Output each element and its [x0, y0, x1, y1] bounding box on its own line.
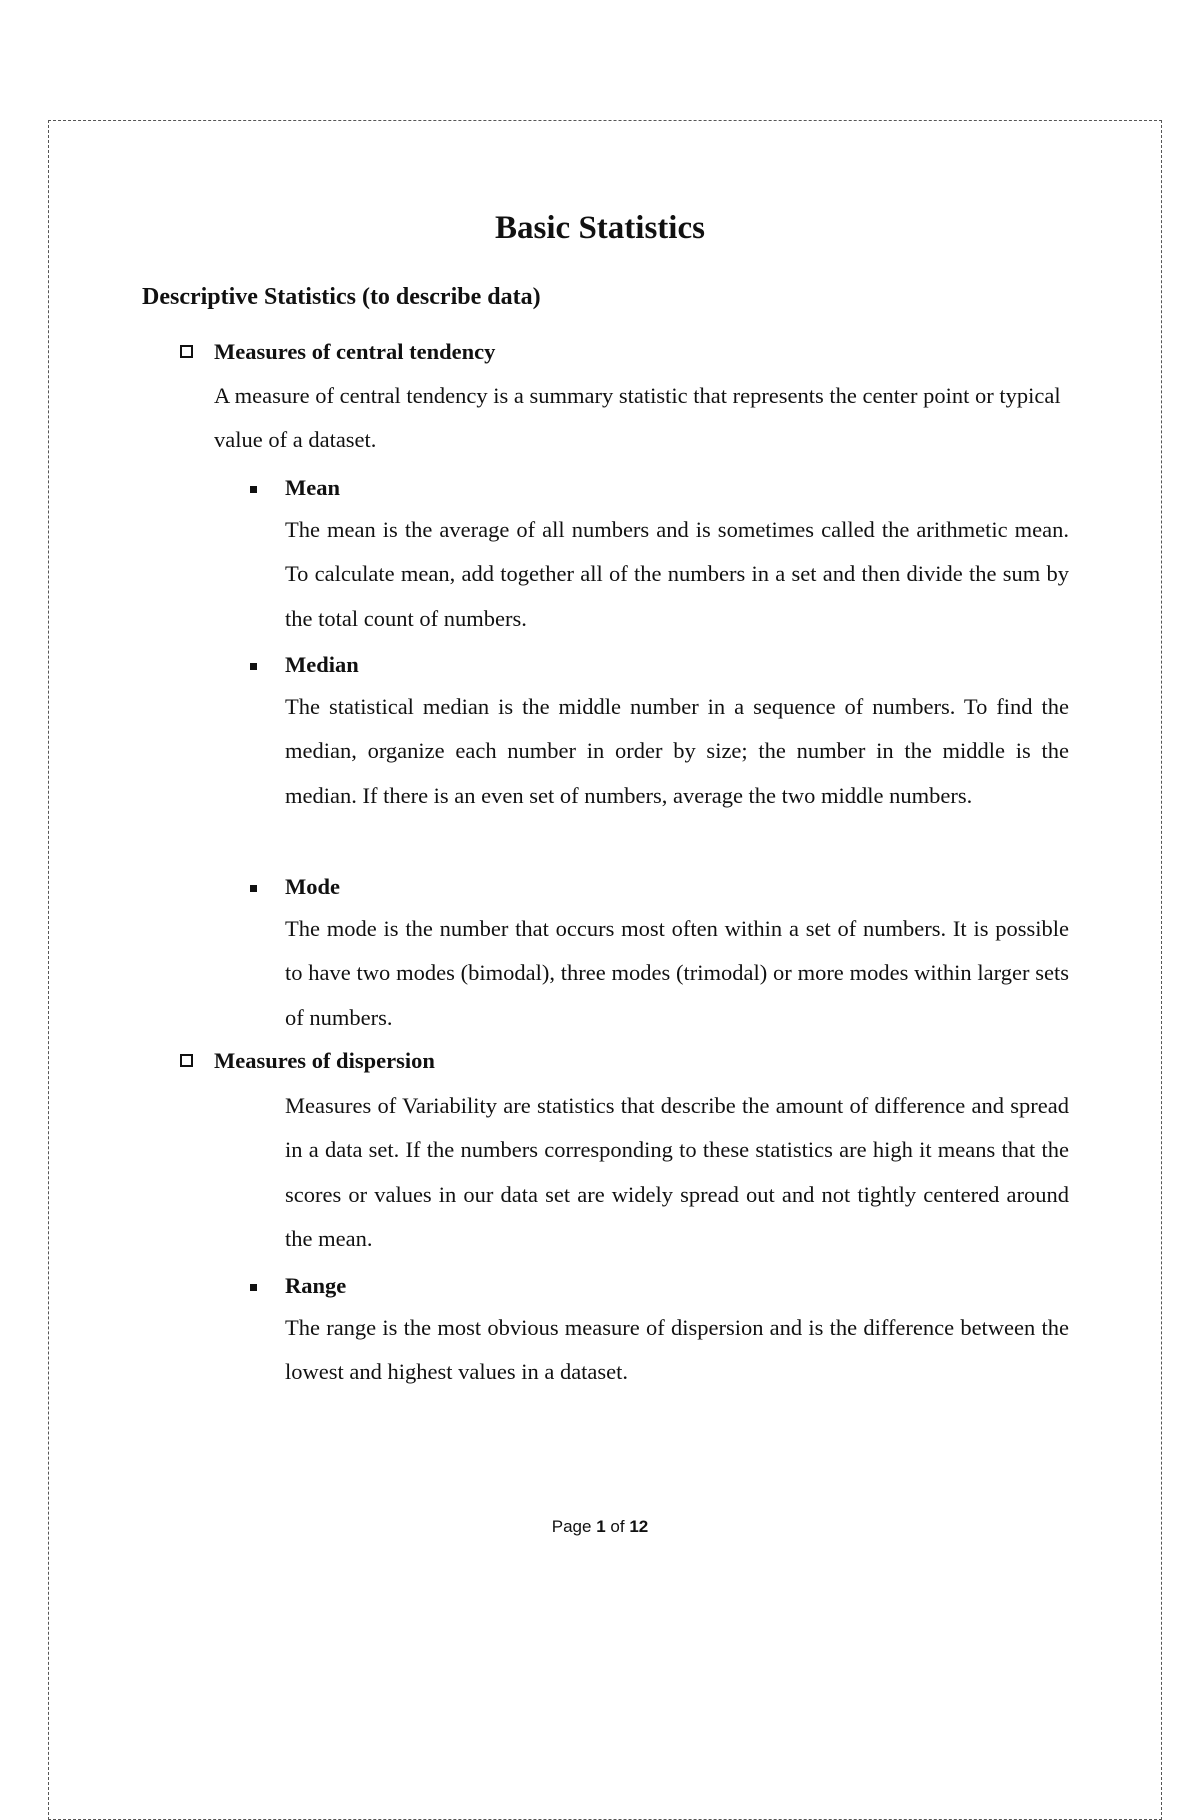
dispersion-heading: Measures of dispersion — [214, 1048, 435, 1073]
footer-current-page: 1 — [596, 1517, 606, 1536]
median-label: Median — [285, 652, 359, 677]
checkbox-bullet-icon — [180, 1054, 193, 1067]
mode-text: The mode is the number that occurs most often within a set of numbers. It is possible to have two modes (bimodal), three modes (trimodal) or more modes within larger sets of numbers. — [285, 916, 1069, 1030]
section-heading: Descriptive Statistics (to describe data) — [142, 284, 541, 310]
footer-total-pages: 12 — [629, 1517, 649, 1536]
checkbox-bullet-icon — [180, 345, 193, 358]
central-tendency-intro: A measure of central tendency is a summary statistic that represents the center point or typical value of a dataset. — [214, 383, 1061, 453]
mean-text: The mean is the average of all numbers and is sometimes called the arithmetic mean. To calculate mean, add together all of the numbers in a set and then divide the sum by the total count of numbers. — [285, 517, 1069, 631]
central-tendency-heading: Measures of central tendency — [214, 339, 496, 364]
footer-of-word: of — [610, 1517, 625, 1536]
square-bullet-icon — [250, 1284, 257, 1291]
mean-label: Mean — [285, 475, 340, 500]
dispersion-intro: Measures of Variability are statistics that describe the amount of difference and spread in a data set. If the numbers corresponding to these statistics are high it means that the scores or values in our data set are widely spread out and not tightly centered around the mean. — [285, 1093, 1069, 1251]
range-label: Range — [285, 1273, 347, 1298]
square-bullet-icon — [250, 663, 257, 670]
document-title: Basic Statistics — [495, 210, 705, 246]
footer-page-word: Page — [551, 1517, 592, 1536]
mode-label: Mode — [285, 874, 340, 899]
square-bullet-icon — [250, 885, 257, 892]
median-text: The statistical median is the middle number in a sequence of numbers. To find the median, organize each number in order by size; the number in the middle is the median. If there is an even set of numbers, average the two middle numbers. — [285, 694, 1069, 808]
range-text: The range is the most obvious measure of dispersion and is the difference between the lowest and highest values in a dataset. — [285, 1315, 1069, 1385]
square-bullet-icon — [250, 486, 257, 493]
page-footer — [0, 1518, 1200, 1535]
